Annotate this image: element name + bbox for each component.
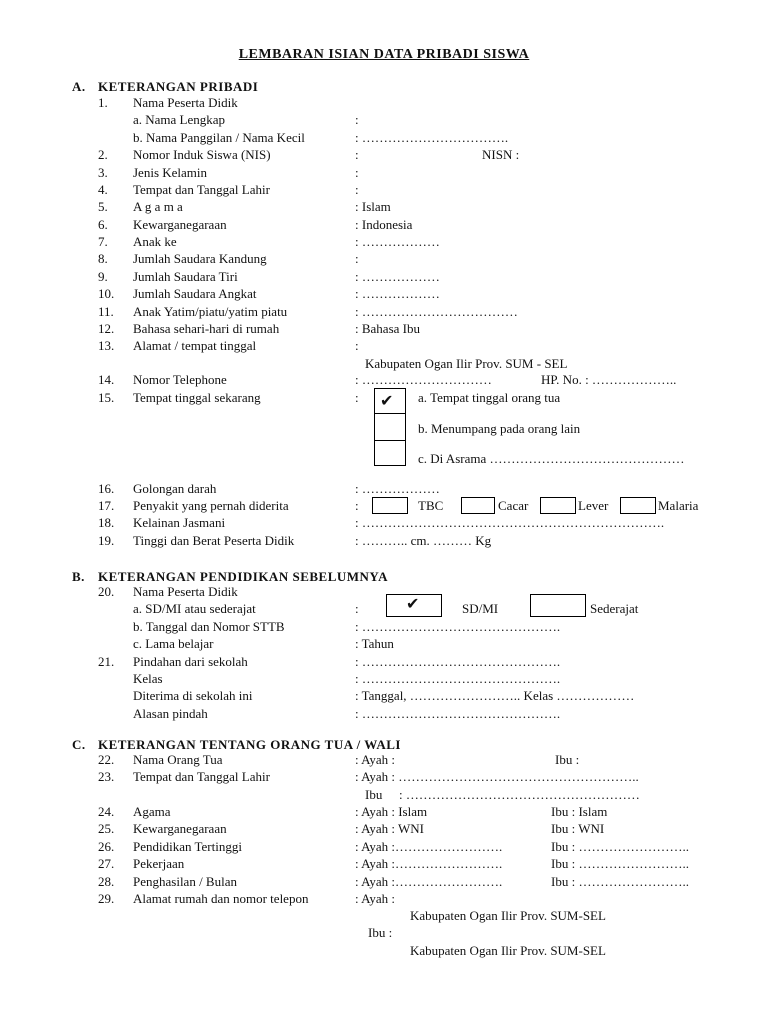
row-label: b. Tanggal dan Nomor STTB xyxy=(133,619,285,634)
row-number: 4. xyxy=(98,182,108,197)
row-value-field[interactable]: : ……………… xyxy=(355,286,440,301)
row-value-field[interactable]: : xyxy=(355,112,359,127)
row-value-field[interactable]: : ………………………… xyxy=(355,372,492,387)
row-label: Tempat dan Tanggal Lahir xyxy=(133,769,270,784)
row-number: 13. xyxy=(98,338,115,353)
row-label: Alamat rumah dan nomor telepon xyxy=(133,891,309,906)
row-value-field[interactable]: : Tanggal, …………………….. Kelas ……………… xyxy=(355,688,635,703)
mother-name-label: Ibu : xyxy=(555,752,580,767)
row-number: 8. xyxy=(98,251,108,266)
father-address: Kabupaten Ogan Ilir Prov. SUM-SEL xyxy=(410,908,606,923)
row-number: 28. xyxy=(98,874,115,889)
mother-education: Ibu : …………………….. xyxy=(551,839,689,854)
row-number: 12. xyxy=(98,321,115,336)
row-label: Pendidikan Tertinggi xyxy=(133,839,242,854)
row-number: 18. xyxy=(98,515,115,530)
row-value-field[interactable]: : xyxy=(355,601,359,616)
row-label: Kewarganegaraan xyxy=(133,821,227,836)
row-label: c. Lama belajar xyxy=(133,636,214,651)
row-value-field[interactable]: : Bahasa Ibu xyxy=(355,321,420,336)
row-number: 1. xyxy=(98,95,108,110)
sederajat-label: Sederajat xyxy=(590,601,639,616)
section-b-letter: B. xyxy=(72,569,85,584)
row-number: 27. xyxy=(98,856,115,871)
row-value-field[interactable]: : Ayah :……………………. xyxy=(355,839,503,854)
row-label: Kelainan Jasmani xyxy=(133,515,226,530)
checkbox-disease-malaria[interactable] xyxy=(620,497,656,514)
checkbox-disease-tbc[interactable] xyxy=(372,497,408,514)
row-value-field[interactable]: : Ayah : xyxy=(355,752,395,767)
row-number: 15. xyxy=(98,390,115,405)
checkbox-disease-cacar[interactable] xyxy=(461,497,495,514)
row-label: Nomor Induk Siswa (NIS) xyxy=(133,147,271,162)
row-label: Penghasilan / Bulan xyxy=(133,874,237,889)
row-label: Anak Yatim/piatu/yatim piatu xyxy=(133,304,288,319)
row-label: a. SD/MI atau sederajat xyxy=(133,601,256,616)
row-value-field[interactable]: : ……….. cm. ……… Kg xyxy=(355,533,492,548)
row-label: Nomor Telephone xyxy=(133,372,227,387)
mother-income: Ibu : …………………….. xyxy=(551,874,689,889)
row-value-field[interactable]: : ………………………………………. xyxy=(355,671,561,686)
row-value-field[interactable]: : ……………… xyxy=(355,481,440,496)
row-value-field[interactable]: : xyxy=(355,182,359,197)
disease-malaria-label: Malaria xyxy=(658,498,699,513)
row-number: 9. xyxy=(98,269,108,284)
residence-option-b: b. Menumpang pada orang lain xyxy=(418,421,581,436)
row-number: 17. xyxy=(98,498,115,513)
mother-address: Kabupaten Ogan Ilir Prov. SUM-SEL xyxy=(410,943,606,958)
row-label: Pindahan dari sekolah xyxy=(133,654,248,669)
row-value-field[interactable]: : Ayah :……………………. xyxy=(355,856,503,871)
row-number: 3. xyxy=(98,165,108,180)
row-number: 23. xyxy=(98,769,115,784)
row-number: 5. xyxy=(98,199,108,214)
mother-birth-value: : ……………………………………………… xyxy=(399,787,640,802)
row-value-field[interactable]: : ……………… xyxy=(355,234,440,249)
row-label: Nama Peserta Didik xyxy=(133,584,238,599)
check-icon: ✔ xyxy=(380,391,394,410)
row-label: Anak ke xyxy=(133,234,177,249)
mother-birth-label: Ibu xyxy=(365,787,383,802)
row-label: Tempat dan Tanggal Lahir xyxy=(133,182,270,197)
row-label: Agama xyxy=(133,804,171,819)
row-value-field[interactable]: : xyxy=(355,338,359,353)
disease-cacar-label: Cacar xyxy=(498,498,529,513)
row-label: Jumlah Saudara Tiri xyxy=(133,269,238,284)
nisn-label: NISN : xyxy=(482,147,520,162)
row-number: 22. xyxy=(98,752,115,767)
row-value-field[interactable]: : Islam xyxy=(355,199,391,214)
section-b-heading: KETERANGAN PENDIDIKAN SEBELUMNYA xyxy=(98,569,389,584)
residence-option-a: a. Tempat tinggal orang tua xyxy=(418,390,561,405)
row-label: Diterima di sekolah ini xyxy=(133,688,253,703)
row-value-field[interactable]: : Indonesia xyxy=(355,217,413,232)
residence-option-c: c. Di Asrama ……………………………………… xyxy=(418,451,685,466)
row-number: 21. xyxy=(98,654,115,669)
section-c-letter: C. xyxy=(72,737,86,752)
check-icon: ✔ xyxy=(406,594,420,613)
section-a-heading: KETERANGAN PRIBADI xyxy=(98,79,259,94)
row-number: 16. xyxy=(98,481,115,496)
row-value-field[interactable]: : xyxy=(355,147,359,162)
section-a-letter: A. xyxy=(72,79,86,94)
mother-religion: Ibu : Islam xyxy=(551,804,608,819)
row-number: 10. xyxy=(98,286,115,301)
row-number: 25. xyxy=(98,821,115,836)
row-value-field[interactable]: : Ayah : Islam xyxy=(355,804,428,819)
row-value-field[interactable]: : ……………………………………………………………. xyxy=(355,515,665,530)
row-label: Alamat / tempat tinggal xyxy=(133,338,257,353)
row-number: 6. xyxy=(98,217,108,232)
row-value-field[interactable]: : Ayah : ……………………………………………….. xyxy=(355,769,639,784)
row-number: 7. xyxy=(98,234,108,249)
row-label: Tempat tinggal sekarang xyxy=(133,390,261,405)
row-label: Nama Peserta Didik xyxy=(133,95,238,110)
row-label: a. Nama Lengkap xyxy=(133,112,226,127)
form-title: LEMBARAN ISIAN DATA PRIBADI SISWA xyxy=(238,47,530,62)
mother-address-label: Ibu : xyxy=(368,925,393,940)
row-value-field[interactable]: : Ayah :……………………. xyxy=(355,874,503,889)
row-label: Kewarganegaraan xyxy=(133,217,227,232)
mother-occupation: Ibu : …………………….. xyxy=(551,856,689,871)
row-label: Alasan pindah xyxy=(133,706,208,721)
row-value-field[interactable]: : Tahun xyxy=(355,636,394,651)
row-label: Pekerjaan xyxy=(133,856,185,871)
section-c-heading: KETERANGAN TENTANG ORANG TUA / WALI xyxy=(98,737,401,752)
address-line: Kabupaten Ogan Ilir Prov. SUM - SEL xyxy=(365,356,568,371)
row-value-field[interactable]: : Ayah : WNI xyxy=(355,821,424,836)
row-number: 2. xyxy=(98,147,108,162)
row-value-field[interactable]: : ………………………………………. xyxy=(355,654,561,669)
checkbox-residence-b[interactable] xyxy=(374,413,406,441)
row-value-field[interactable]: : xyxy=(355,251,359,266)
row-number: 11. xyxy=(98,304,114,319)
checkbox-disease-lever[interactable] xyxy=(540,497,576,514)
sdmi-label: SD/MI xyxy=(462,601,499,616)
row-number: 29. xyxy=(98,891,115,906)
row-number: 19. xyxy=(98,533,115,548)
row-label: b. Nama Panggilan / Nama Kecil xyxy=(133,130,305,145)
row-number: 24. xyxy=(98,804,115,819)
checkbox-residence-c[interactable] xyxy=(374,440,406,466)
mother-citizenship: Ibu : WNI xyxy=(551,821,605,836)
row-label: Jenis Kelamin xyxy=(133,165,208,180)
row-value-field[interactable]: : Ayah : xyxy=(355,891,395,906)
row-number: 20. xyxy=(98,584,115,599)
row-value-field[interactable]: : xyxy=(355,390,359,405)
row-number: 26. xyxy=(98,839,115,854)
row-value-field[interactable]: : xyxy=(355,165,359,180)
row-value-field[interactable]: : ……………………………… xyxy=(355,304,518,319)
row-label: Nama Orang Tua xyxy=(133,752,223,767)
row-label: Penyakit yang pernah diderita xyxy=(133,498,289,513)
row-label: Jumlah Saudara Angkat xyxy=(133,286,257,301)
row-value-field[interactable]: : xyxy=(355,498,359,513)
row-number: 14. xyxy=(98,372,115,387)
row-label: A g a m a xyxy=(133,199,183,214)
row-label: Kelas xyxy=(133,671,163,686)
disease-tbc-label: TBC xyxy=(418,498,444,513)
hp-no-field: HP. No. : ……………….. xyxy=(541,372,677,387)
row-label: Golongan darah xyxy=(133,481,217,496)
row-value-field[interactable]: : ……………………………. xyxy=(355,130,509,145)
checkbox-sederajat[interactable] xyxy=(530,594,586,617)
row-label: Bahasa sehari-hari di rumah xyxy=(133,321,280,336)
disease-lever-label: Lever xyxy=(578,498,609,513)
row-value-field[interactable]: : ……………… xyxy=(355,269,440,284)
row-value-field[interactable]: : ………………………………………. xyxy=(355,619,561,634)
row-label: Tinggi dan Berat Peserta Didik xyxy=(133,533,295,548)
row-label: Jumlah Saudara Kandung xyxy=(133,251,267,266)
row-value-field[interactable]: : ………………………………………. xyxy=(355,706,561,721)
